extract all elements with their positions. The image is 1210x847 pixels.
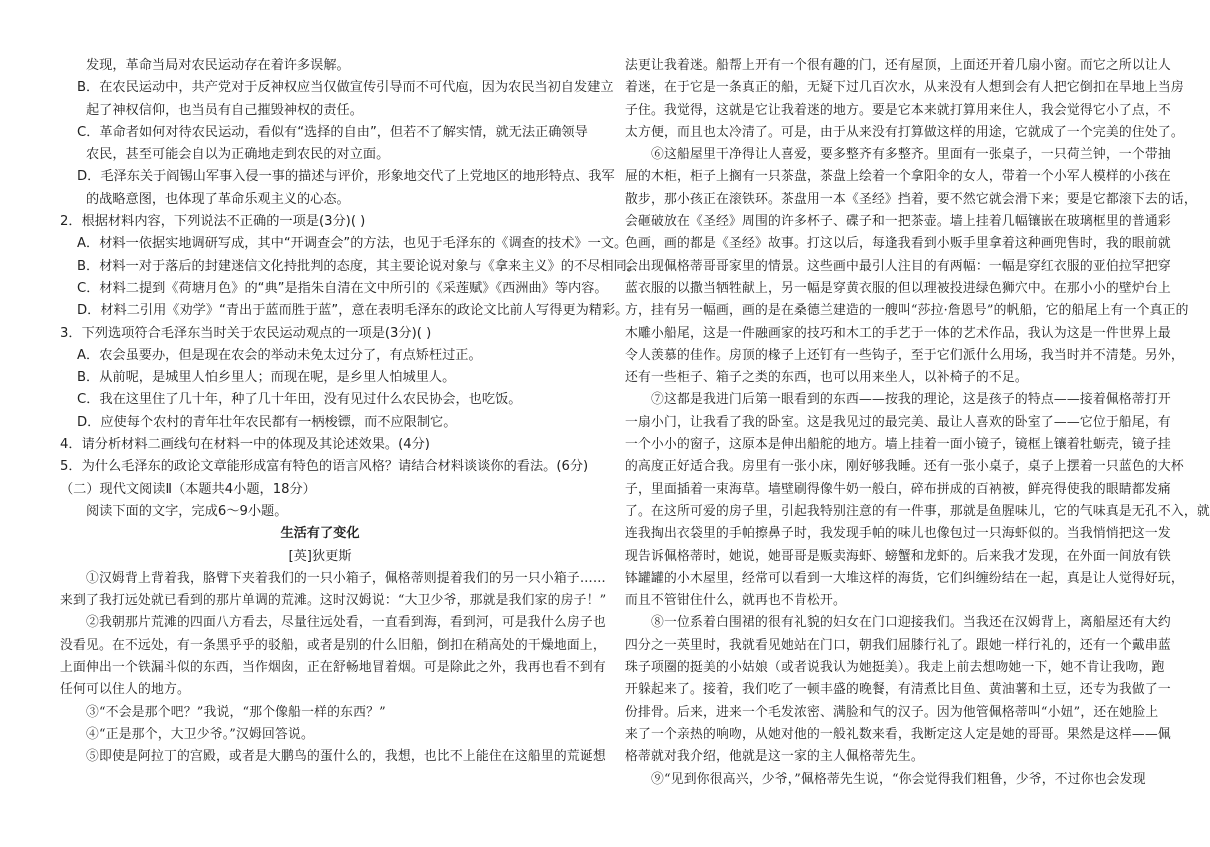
text-line: 3．下列选项符合毛泽东当时关于农民运动观点的一项是(3分)( ) — [60, 325, 432, 341]
text-line: 一个小小的窗子，这原本是伸出船舵的地方。墙上挂着一面小镜子，镜框上镶着牡蛎壳，镜子挂 — [625, 437, 1171, 453]
text-line: 现告诉佩格蒂时，她说，她哥哥是贩卖海虾、螃蟹和龙虾的。后来我才发现，在外面一间放有铁 — [625, 548, 1171, 564]
text-line: ②我朝那片荒滩的四面八方看去，尽量往远处看，一直看到海，看到河，可是我什么房子也 — [86, 615, 606, 631]
text-line: 农民，甚至可能会自以为正确地走到农民的对立面。 — [86, 147, 390, 163]
text-line: C．材料二提到《荷塘月色》的“典”是指朱自清在文中所引的《采莲赋》《西洲曲》等内容。 — [77, 280, 608, 296]
text-line: ④“正是那个，大卫少爷。”汉姆回答说。 — [86, 726, 315, 742]
text-line: D．材料二引用《劝学》“青出于蓝而胜于蓝”，意在表明毛泽东的政论文比前人写得更为精彩。 — [77, 303, 629, 319]
text-line: 的高度正好适合我。房里有一张小床，刚好够我睡。还有一张小桌子，桌子上摆着一只蓝色的大杯 — [625, 459, 1184, 475]
text-line: B．材料一对于落后的封建迷信文化持批判的态度，其主要论说对象与《拿来主义》的不尽相同。 — [77, 258, 640, 274]
text-line: 珠子项圈的挺美的小姑娘（或者说我认为她挺美）。我走上前去想吻她一下，她不肯让我吻，跑 — [625, 660, 1165, 676]
text-line: 起了神权信仰，也当员有自己摧毁神权的责任。 — [86, 102, 363, 118]
text-line: B．从前呢，是城里人怕乡里人；而现在呢，是乡里人怕城里人。 — [77, 370, 456, 386]
text-line: 色画，画的都是《圣经》故事。打这以后，每逢我看到小贩手里拿着这种画兜售时，我的眼前就 — [625, 236, 1171, 252]
text-line: 令人羡慕的佳作。房顶的椽子上还钉有一些钩子，至于它们派什么用场，我当时并不清楚。另外， — [625, 347, 1184, 363]
text-line: 阅读下面的文字，完成6～9小题。 — [86, 503, 288, 519]
text-line: 四分之一英里时，我就看见她站在门口，朝我们屈膝行礼了。跟她一样行礼的，还有一个戴串蓝 — [625, 637, 1171, 653]
text-line: A．材料一依据实地调研写成，其中“开调查会”的方法，也见于毛泽东的《调查的技术》一文。 — [77, 236, 628, 252]
text-line: 没看见。在不远处，有一条黑乎乎的驳船，或者是别的什么旧船，倒扣在稍高处的干燥地面上， — [60, 637, 606, 653]
text-line: ①汉姆背上背着我，胳臂下夹着我们的一只小箱子，佩格蒂则提着我们的另一只小箱子…… — [86, 570, 606, 586]
text-line: ③“不会是那个吧？”我说，“那个像船一样的东西？” — [86, 704, 386, 720]
text-line: 4．请分析材料二画线句在材料一中的体现及其论述效果。(4分) — [60, 437, 430, 453]
text-line: 子住。我觉得，这就是它让我着迷的地方。要是它本来就打算用来住人，我会觉得它小了点，不 — [625, 102, 1171, 118]
text-line: 会砸破放在《圣经》周围的许多杯子、碟子和一把茶壶。墙上挂着几幅镶嵌在玻璃框里的普通彩 — [625, 214, 1171, 230]
text-line: 钵罐罐的小木屋里，经常可以看到一大堆这样的海货，它们纠缠纷结在一起，真是让人觉得好玩， — [625, 570, 1184, 586]
text-line: 发现，革命当局对农民运动存在着许多误解。 — [86, 58, 350, 73]
text-line: 5．为什么毛泽东的政论文章能形成富有特色的语言风格？请结合材料谈谈你的看法。(6分) — [60, 459, 589, 475]
text-line: 散步，那小孩正在滚铁环。茶盘用一本《圣经》挡着，要不然它就会滑下来；要是它都滚下去的话， — [625, 191, 1197, 207]
text-line: 方，挂有另一幅画，画的是在桑德兰建造的一艘叫“莎拉·詹恩号”的帆船，它的船尾上有一个真正的 — [625, 303, 1189, 319]
text-line: A．农会虽要办，但是现在农会的举动未免太过分了，有点矫枉过正。 — [77, 347, 482, 363]
right-column — [625, 55, 1210, 791]
text-line: 来了一个亲热的响吻，从她对他的一般礼数来看，我断定这人定是她的哥哥。果然是这样——佩 — [625, 726, 1171, 742]
text-line: 生活有了变化 — [280, 526, 360, 542]
text-line: D．毛泽东关于阎锡山军事入侵一事的描述与评价，形象地交代了上党地区的地形特点、我军 — [77, 169, 615, 185]
text-line: 子，里面插着一束海草。墙壁刷得像牛奶一般白，碎布拼成的百衲被，鲜亮得使我的眼睛都发痛 — [625, 481, 1171, 497]
text-line: 法更让我着迷。船帮上开有一个很有趣的门，还有屋顶，上面还开着几扇小窗。而它之所以让人 — [625, 58, 1171, 73]
text-line: 连我掏出衣袋里的手帕擦鼻子时，我发现手帕的味儿也像包过一只海虾似的。当我悄悄把这一发 — [625, 526, 1171, 542]
text-line: B．在农民运动中，共产党对于反神权应当仅做宣传引导而不可代庖，因为农民当初自发建立 — [77, 80, 614, 96]
text-line: 份排骨。后来，进来一个毛发浓密、满脸和气的汉子。因为他管佩格蒂叫“小妞”，还在她脸上 — [625, 704, 1159, 720]
text-line: 着迷，在于它是一条真正的船，无疑下过几百次水，从来没有人想到会有人把它倒扣在旱地上当房 — [625, 80, 1184, 96]
text-line: 的战略意图，也体现了革命乐观主义的心态。 — [86, 191, 350, 207]
text-line: 蓝衣服的以撒当牺牲献上，另一幅是穿黄衣服的但以理被投进绿色狮穴中。在那小小的壁炉台上 — [625, 280, 1171, 296]
text-line: [英]狄更斯 — [288, 548, 352, 564]
text-line: 太方便，而且也太冷清了。可是，由于从来没有打算做这样的用途，它就成了一个完美的住处了。 — [625, 124, 1184, 140]
text-line: 来到了我打远处就已看到的那片单调的荒滩。这时汉姆说：“大卫少爷，那就是我们家的房子！” — [60, 593, 607, 609]
text-line: ⑨“见到你很高兴，少爷，”佩格蒂先生说，“你会觉得我们粗鲁，少爷，不过你也会发现 — [651, 771, 1146, 787]
text-line: 一扇小门，让我看了我的卧室。这是我见过的最完美、最让人喜欢的卧室了——它位于船尾，有 — [625, 414, 1171, 430]
text-line: D．应使每个农村的青年壮年农民都有一柄梭镖，而不应限制它。 — [77, 414, 457, 430]
text-line: 木雕小船尾，这是一件融画家的技巧和木工的手艺于一体的艺术作品，我认为这是一件世界上最 — [625, 325, 1171, 341]
text-line: 格蒂就对我介绍，他就是这一家的主人佩格蒂先生。 — [625, 749, 924, 765]
text-line: 任何可以住人的地方。 — [60, 682, 190, 698]
text-line: C．我在这里住了几十年，种了几十年田，没有见过什么农民协会，也吃饭。 — [77, 392, 522, 408]
left-column — [60, 55, 640, 769]
text-line: （二）现代文阅读Ⅱ（本题共4小题，18分） — [60, 481, 316, 497]
text-line: 屉的木柜，柜子上搁有一只茶盘，茶盘上绘着一个拿阳伞的女人，带着一个小军人模样的小孩在 — [625, 169, 1171, 185]
text-line: 开躲起来了。接着，我们吃了一顿丰盛的晚餐，有清煮比目鱼、黄油薯和土豆，还专为我做了一 — [625, 682, 1171, 698]
text-line: ⑦这都是我进门后第一眼看到的东西——按我的理论，这是孩子的特点——接着佩格蒂打开 — [651, 392, 1171, 408]
text-line: 上面伸出一个铁漏斗似的东西，当作烟囱，正在舒畅地冒着烟。可是除此之外，我再也看不到有 — [60, 660, 606, 676]
text-line: 了。在这所可爱的房子里，引起我特别注意的有一件事，那就是鱼腥味儿，它的气味真是无孔不入，就 — [625, 503, 1210, 519]
text-line: C．革命者如何对待农民运动，看似有“选择的自由”，但若不了解实情，就无法正确领导 — [77, 124, 588, 140]
text-line: ⑥这船屋里干净得让人喜爱，要多整齐有多整齐。里面有一张桌子，一只荷兰钟，一个带抽 — [651, 147, 1171, 163]
text-line: ⑤即使是阿拉丁的宫殿，或者是大鹏鸟的蛋什么的，我想，也比不上能住在这船里的荒诞想 — [86, 749, 606, 765]
text-line: 2．根据材料内容，下列说法不正确的一项是(3分)( ) — [60, 214, 366, 230]
text-line: 而且不管钳住什么，就再也不肯松开。 — [625, 593, 846, 609]
text-line: 会出现佩格蒂哥哥家里的情景。这些画中最引人注目的有两幅：一幅是穿红衣服的亚伯拉罕把穿 — [625, 258, 1171, 274]
text-line: ⑧一位系着白围裙的很有礼貌的妇女在门口迎接我们。当我还在汉姆背上，离船屋还有大约 — [651, 615, 1171, 631]
text-line: 还有一些柜子、箱子之类的东西，也可以用来坐人，以补椅子的不足。 — [625, 370, 1028, 386]
